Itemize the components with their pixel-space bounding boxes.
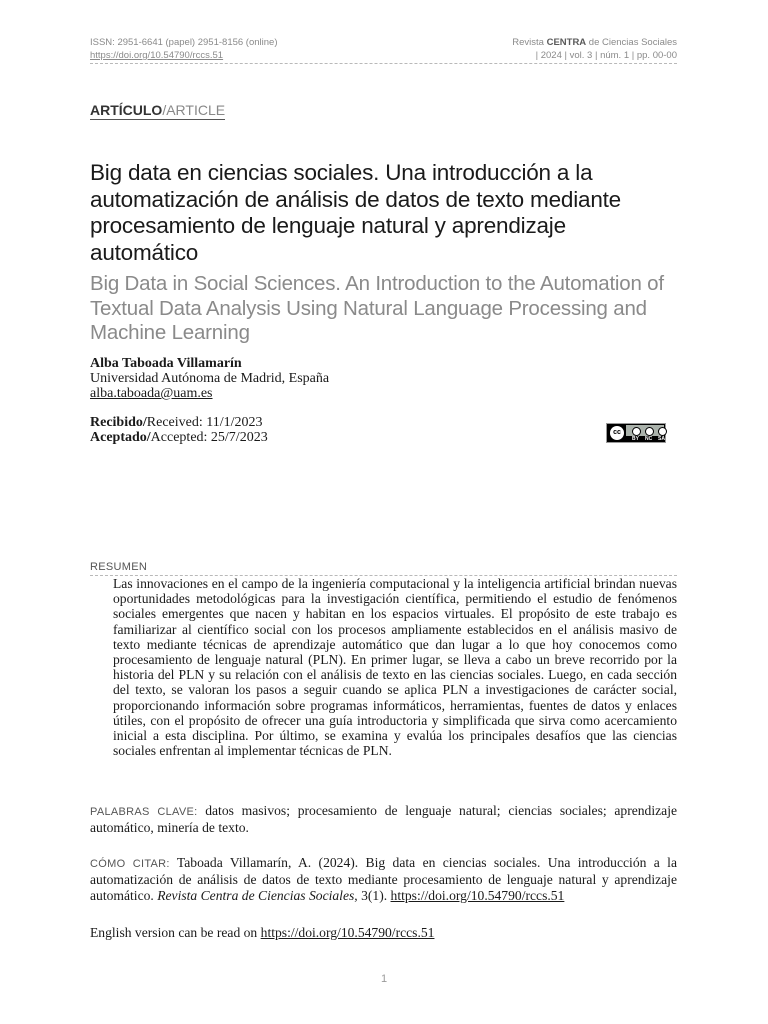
license-term-sa: SA (658, 436, 665, 442)
header-doi-link[interactable]: https://doi.org/10.54790/rccs.51 (90, 50, 224, 61)
section-label-en: ARTICLE (166, 102, 226, 118)
abstract-heading: RESUMEN (90, 560, 677, 576)
section-separator: / (162, 102, 167, 118)
citation-text: Taboada Villamarín, A. (2024). Big data en ciencias sociales. Una introducción a la automatización de análisis de datos de texto mediante procesamiento de lenguaje natural y aprendizaje automático. (90, 855, 677, 903)
received-label: Recibido/ (90, 415, 147, 430)
license-icons-strip (626, 425, 664, 436)
abstract-text: Las innovaciones en el campo de la ingeniería computacional y la inteligencia artificial brindan nuevas oportunidades metodológicas para la investigación científica, permitiendo el estudio de fenómenos sociales emergentes que nacen y habitan en los espacios virtuales. El propósito de este trabajo es familiarizar al científico social con los procesos ampliamente establecidos en el análisis masivo de texto mediante técnicas de aprendizaje automático que dan lugar a lo que hoy conocemos como procesamiento de lenguaje natural (PLN). En primer lugar, se lleva a cabo un breve recorrido por la historia del PLN y su relación con el análisis de texto en las ciencias sociales. Luego, en cada sección del texto, se valoran los pasos a seguir cuando se aplica PLN a investigaciones de carácter social, proporcionando información sobre programas informáticos, herramientas, fuentes de datos y enlaces útiles, con el propósito de ofrecer una guía introductoria y simplificada que sirva como acercamiento inicial a esta disciplina. Por último, se examina y evalúa los principales desafíos que las ciencias sociales enfrentan al implementar técnicas de PLN. (113, 576, 677, 759)
header-right (512, 36, 677, 62)
citation-journal: Revista Centra de Ciencias Sociales (157, 888, 355, 903)
journal-prefix: Revista (512, 37, 547, 48)
cc-license-badge[interactable] (606, 423, 666, 443)
license-term-nc: NC (645, 436, 653, 442)
page-header (90, 36, 677, 64)
author-email-link[interactable]: alba.taboada@uam.es (90, 386, 213, 401)
section-label-es: ARTÍCULO (90, 102, 163, 118)
received-value: Received: 11/1/2023 (146, 415, 263, 430)
author-name: Alba Taboada Villamarín (90, 356, 242, 371)
journal-brand: CENTRA (546, 37, 587, 48)
author-affiliation: Universidad Autónoma de Madrid, España (90, 371, 330, 386)
issue-info: | 2024 | vol. 3 | núm. 1 | pp. 00-00 (535, 50, 677, 61)
accepted-label: Aceptado/ (90, 430, 151, 445)
article-title-es: Big data en ciencias sociales. Una introducción a la automatización de análisis de datos de texto mediante procesamiento de lenguaje natural y aprendizaje automático (90, 160, 621, 265)
article-title-en: Big Data in Social Sciences. An Introduction to the Automation of Textual Data Analysis Using Natural Language Processing and Machine Learning (90, 272, 664, 344)
citation-doi-link[interactable]: https://doi.org/10.54790/rccs.51 (390, 888, 565, 903)
by-icon (632, 427, 641, 436)
citation-paragraph (90, 855, 677, 904)
article-type-label (90, 102, 225, 120)
english-version-text: English version can be read on (90, 925, 261, 940)
issn-text: ISSN: 2951-6641 (papel) 2951-8156 (online) (90, 37, 278, 48)
keywords-label: PALABRAS CLAVE: (90, 806, 198, 818)
author-block (90, 356, 329, 401)
keywords-paragraph (90, 803, 677, 836)
accepted-value: Accepted: 25/7/2023 (150, 430, 268, 445)
page-number: 1 (380, 973, 388, 985)
citation-volume: , 3(1). (354, 888, 391, 903)
citation-label: CÓMO CITAR: (90, 858, 170, 870)
sa-icon (658, 427, 667, 436)
license-term-by: BY (632, 436, 639, 442)
accepted-date (90, 430, 268, 445)
journal-name (512, 36, 677, 49)
english-version-note (90, 925, 434, 941)
dates-block (90, 415, 268, 445)
nc-icon (645, 427, 654, 436)
header-left (90, 36, 278, 62)
cc-icon: cc (610, 426, 624, 440)
journal-suffix: de Ciencias Sociales (586, 37, 677, 48)
keywords-text: datos masivos; procesamiento de lenguaje natural; ciencias sociales; aprendizaje automático, minería de texto. (90, 803, 678, 835)
received-date (90, 415, 268, 430)
english-version-link[interactable]: https://doi.org/10.54790/rccs.51 (260, 925, 435, 940)
